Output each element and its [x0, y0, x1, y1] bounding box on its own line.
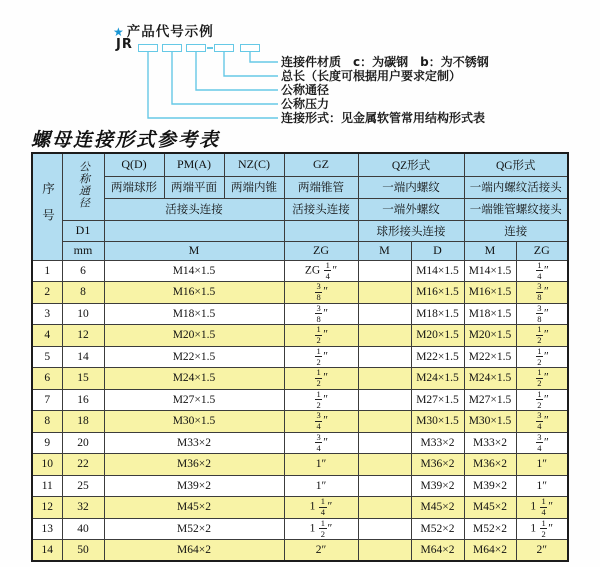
cell-qg-m: M18×1.5	[464, 303, 516, 325]
cell-m: M45×2	[104, 497, 284, 519]
cell-qz-m	[358, 540, 411, 562]
cell-qz-d: M45×2	[411, 497, 464, 519]
sheet-title: 螺母连接形式参考表	[31, 129, 221, 151]
cell-qg-zg: $\frac{1}{4}$ ″	[516, 260, 568, 282]
table-row	[32, 389, 568, 411]
label-total-length: 总长（长度可根据用户要求定制）	[281, 69, 462, 83]
cell-qg-zg: 1 $\frac{1}{4}$ ″	[516, 497, 568, 519]
cell-zg: 1″	[284, 475, 358, 497]
cell-qz-m	[358, 368, 411, 390]
code-box-2	[162, 44, 182, 52]
cell-qz-m	[358, 475, 411, 497]
cell-qz-m	[358, 497, 411, 519]
cell-seq: 9	[32, 432, 62, 454]
header-blank-gz	[284, 220, 358, 241]
cell-qz-m	[358, 303, 411, 325]
table-row	[32, 282, 568, 304]
cell-dn: 14	[62, 346, 104, 368]
table-row	[32, 346, 568, 368]
cell-qg-zg: $\frac{1}{2}$ ″	[516, 325, 568, 347]
cell-m: M36×2	[104, 454, 284, 476]
cell-m: M33×2	[104, 432, 284, 454]
cell-m: M20×1.5	[104, 325, 284, 347]
cell-qg-zg: $\frac{1}{2}$ ″	[516, 346, 568, 368]
header-ends-innercone: 两端内锥	[224, 176, 284, 198]
cell-qz-d: M30×1.5	[411, 411, 464, 433]
cell-zg: $\frac{3}{8}$ ″	[284, 282, 358, 304]
cell-qg-m: M22×1.5	[464, 346, 516, 368]
cell-qg-m: M27×1.5	[464, 389, 516, 411]
cell-qg-m: M33×2	[464, 432, 516, 454]
label-nominal-pressure: 公称压力	[281, 97, 330, 111]
header-group-pma: PM(A)	[164, 153, 224, 176]
cell-seq: 11	[32, 475, 62, 497]
header-connection: 连接	[464, 220, 568, 241]
cell-seq: 4	[32, 325, 62, 347]
cell-qz-d: M18×1.5	[411, 303, 464, 325]
cell-zg: $\frac{3}{4}$ ″	[284, 432, 358, 454]
cell-qg-zg: $\frac{3}{4}$ ″	[516, 432, 568, 454]
cell-m: M30×1.5	[104, 411, 284, 433]
table-body	[32, 260, 568, 561]
header-d1: D1	[62, 220, 104, 241]
cell-zg: $\frac{1}{2}$ ″	[284, 389, 358, 411]
cell-zg: $\frac{3}{4}$ ″	[284, 411, 358, 433]
cell-qg-m: M52×2	[464, 518, 516, 540]
cell-qz-m	[358, 518, 411, 540]
cell-qz-d: M36×2	[411, 454, 464, 476]
cell-zg: $\frac{1}{2}$ ″	[284, 368, 358, 390]
cell-zg: $\frac{3}{8}$ ″	[284, 303, 358, 325]
header-qz-outer-thread: 一端外螺纹	[358, 198, 464, 220]
cell-seq: 12	[32, 497, 62, 519]
header-blank-left	[104, 220, 284, 241]
table-row	[32, 540, 568, 562]
cell-seq: 5	[32, 346, 62, 368]
cell-qz-d: M16×1.5	[411, 282, 464, 304]
cell-dn: 16	[62, 389, 104, 411]
cell-dn: 50	[62, 540, 104, 562]
header-qg-zg-col: ZG	[516, 241, 568, 260]
cell-qg-m: M45×2	[464, 497, 516, 519]
table-row	[32, 454, 568, 476]
cell-dn: 15	[62, 368, 104, 390]
header-ends-spherical: 两端球形	[104, 176, 164, 198]
cell-m: M24×1.5	[104, 368, 284, 390]
code-box-4	[214, 44, 234, 52]
cell-qg-zg: $\frac{3}{8}$ ″	[516, 282, 568, 304]
cell-zg: 1 $\frac{1}{4}$ ″	[284, 497, 358, 519]
cell-zg: $\frac{1}{2}$ ″	[284, 325, 358, 347]
header-qg-taper-thread-joint: 一端锥管螺纹接头	[464, 198, 568, 220]
cell-m: M22×1.5	[104, 346, 284, 368]
cell-qg-m: M39×2	[464, 475, 516, 497]
table-row	[32, 518, 568, 540]
cell-qg-zg: 1 $\frac{1}{2}$ ″	[516, 518, 568, 540]
cell-seq: 1	[32, 260, 62, 282]
nut-connection-table	[31, 152, 569, 562]
cell-dn: 22	[62, 454, 104, 476]
header-group-qz: QZ形式	[358, 153, 464, 176]
code-box-5	[240, 44, 260, 52]
cell-seq: 14	[32, 540, 62, 562]
table-row	[32, 260, 568, 282]
cell-seq: 7	[32, 389, 62, 411]
cell-qg-zg: 1″	[516, 475, 568, 497]
cell-qg-m: M36×2	[464, 454, 516, 476]
header-qz-m-col: M	[358, 241, 411, 260]
label-material: 连接件材质 c：为碳钢 b：为不锈钢	[281, 55, 489, 69]
cell-zg: $\frac{1}{2}$ ″	[284, 346, 358, 368]
cell-qz-d: M20×1.5	[411, 325, 464, 347]
cell-qg-zg: 1″	[516, 454, 568, 476]
cell-m: M39×2	[104, 475, 284, 497]
cell-qg-zg: $\frac{1}{2}$ ″	[516, 389, 568, 411]
cell-m: M27×1.5	[104, 389, 284, 411]
cell-qz-d: M22×1.5	[411, 346, 464, 368]
cell-qg-zg: $\frac{3}{8}$ ″	[516, 303, 568, 325]
cell-seq: 8	[32, 411, 62, 433]
cell-dn: 10	[62, 303, 104, 325]
cell-qz-d: M14×1.5	[411, 260, 464, 282]
cell-zg: 1 $\frac{1}{2}$ ″	[284, 518, 358, 540]
header-mm: mm	[62, 241, 104, 260]
header-nominal-diameter: 公称通径	[62, 153, 104, 220]
header-qz-d-col: D	[411, 241, 464, 260]
label-nominal-bore: 公称通径	[281, 83, 330, 97]
header-m-col: M	[104, 241, 284, 260]
cell-qz-d: M24×1.5	[411, 368, 464, 390]
cell-qz-m	[358, 346, 411, 368]
cell-dn: 32	[62, 497, 104, 519]
code-dash	[207, 47, 213, 49]
cell-seq: 2	[32, 282, 62, 304]
cell-dn: 25	[62, 475, 104, 497]
cell-m: M64×2	[104, 540, 284, 562]
cell-qg-zg: 2″	[516, 540, 568, 562]
header-union-connection: 活接头连接	[104, 198, 284, 220]
header-group-qg: QG形式	[464, 153, 568, 176]
cell-qz-d: M64×2	[411, 540, 464, 562]
cell-seq: 6	[32, 368, 62, 390]
product-code-diagram	[0, 0, 600, 130]
cell-qz-m	[358, 432, 411, 454]
cell-qz-d: M33×2	[411, 432, 464, 454]
cell-qz-m	[358, 260, 411, 282]
code-box-3	[186, 44, 206, 52]
cell-qz-d: M39×2	[411, 475, 464, 497]
cell-qg-m: M20×1.5	[464, 325, 516, 347]
cell-qg-zg: $\frac{1}{2}$ ″	[516, 368, 568, 390]
cell-zg: ZG $\frac{1}{4}$ ″	[284, 260, 358, 282]
code-box-1	[138, 44, 158, 52]
cell-qz-m	[358, 282, 411, 304]
cell-seq: 3	[32, 303, 62, 325]
cell-qg-m: M24×1.5	[464, 368, 516, 390]
cell-qz-m	[358, 454, 411, 476]
cell-dn: 40	[62, 518, 104, 540]
label-connection-form: 连接形式：见金属软管常用结构形式表	[281, 111, 486, 125]
cell-seq: 13	[32, 518, 62, 540]
table-row	[32, 368, 568, 390]
cell-qg-m: M16×1.5	[464, 282, 516, 304]
diagram-heading-text: 产品代号示例	[126, 24, 214, 40]
header-ends-taperpipe: 两端锥管	[284, 176, 358, 198]
cell-qz-d: M52×2	[411, 518, 464, 540]
cell-zg: 1″	[284, 454, 358, 476]
cell-qz-m	[358, 325, 411, 347]
cell-qg-m: M14×1.5	[464, 260, 516, 282]
cell-qz-m	[358, 411, 411, 433]
cell-m: M18×1.5	[104, 303, 284, 325]
cell-qz-m	[358, 389, 411, 411]
table-row	[32, 411, 568, 433]
header-qz-inner-thread: 一端内螺纹	[358, 176, 464, 198]
cell-dn: 8	[62, 282, 104, 304]
cell-m: M14×1.5	[104, 260, 284, 282]
header-group-nzc: NZ(C)	[224, 153, 284, 176]
cell-zg: 2″	[284, 540, 358, 562]
table-row	[32, 325, 568, 347]
code-prefix: JR	[116, 37, 133, 52]
cell-qg-zg: $\frac{3}{4}$ ″	[516, 411, 568, 433]
header-zg-col: ZG	[284, 241, 358, 260]
header-qg-inner-thread-union: 一端内螺纹活接头	[464, 176, 568, 198]
table-row	[32, 303, 568, 325]
cell-qg-m: M30×1.5	[464, 411, 516, 433]
cell-dn: 20	[62, 432, 104, 454]
table-row	[32, 432, 568, 454]
cell-dn: 18	[62, 411, 104, 433]
header-seq: 序号	[32, 153, 62, 260]
star-icon: ★	[113, 25, 125, 39]
header-ends-flat: 两端平面	[164, 176, 224, 198]
header-group-qd: Q(D)	[104, 153, 164, 176]
cell-qz-d: M27×1.5	[411, 389, 464, 411]
cell-m: M16×1.5	[104, 282, 284, 304]
header-union-connection-gz: 活接头连接	[284, 198, 358, 220]
header-qg-m-col: M	[464, 241, 516, 260]
header-group-gz: GZ	[284, 153, 358, 176]
cell-dn: 6	[62, 260, 104, 282]
cell-dn: 12	[62, 325, 104, 347]
table-row	[32, 475, 568, 497]
cell-seq: 10	[32, 454, 62, 476]
table-row	[32, 497, 568, 519]
cell-qg-m: M64×2	[464, 540, 516, 562]
cell-m: M52×2	[104, 518, 284, 540]
header-spherical-joint-connection: 球形接头连接	[358, 220, 464, 241]
